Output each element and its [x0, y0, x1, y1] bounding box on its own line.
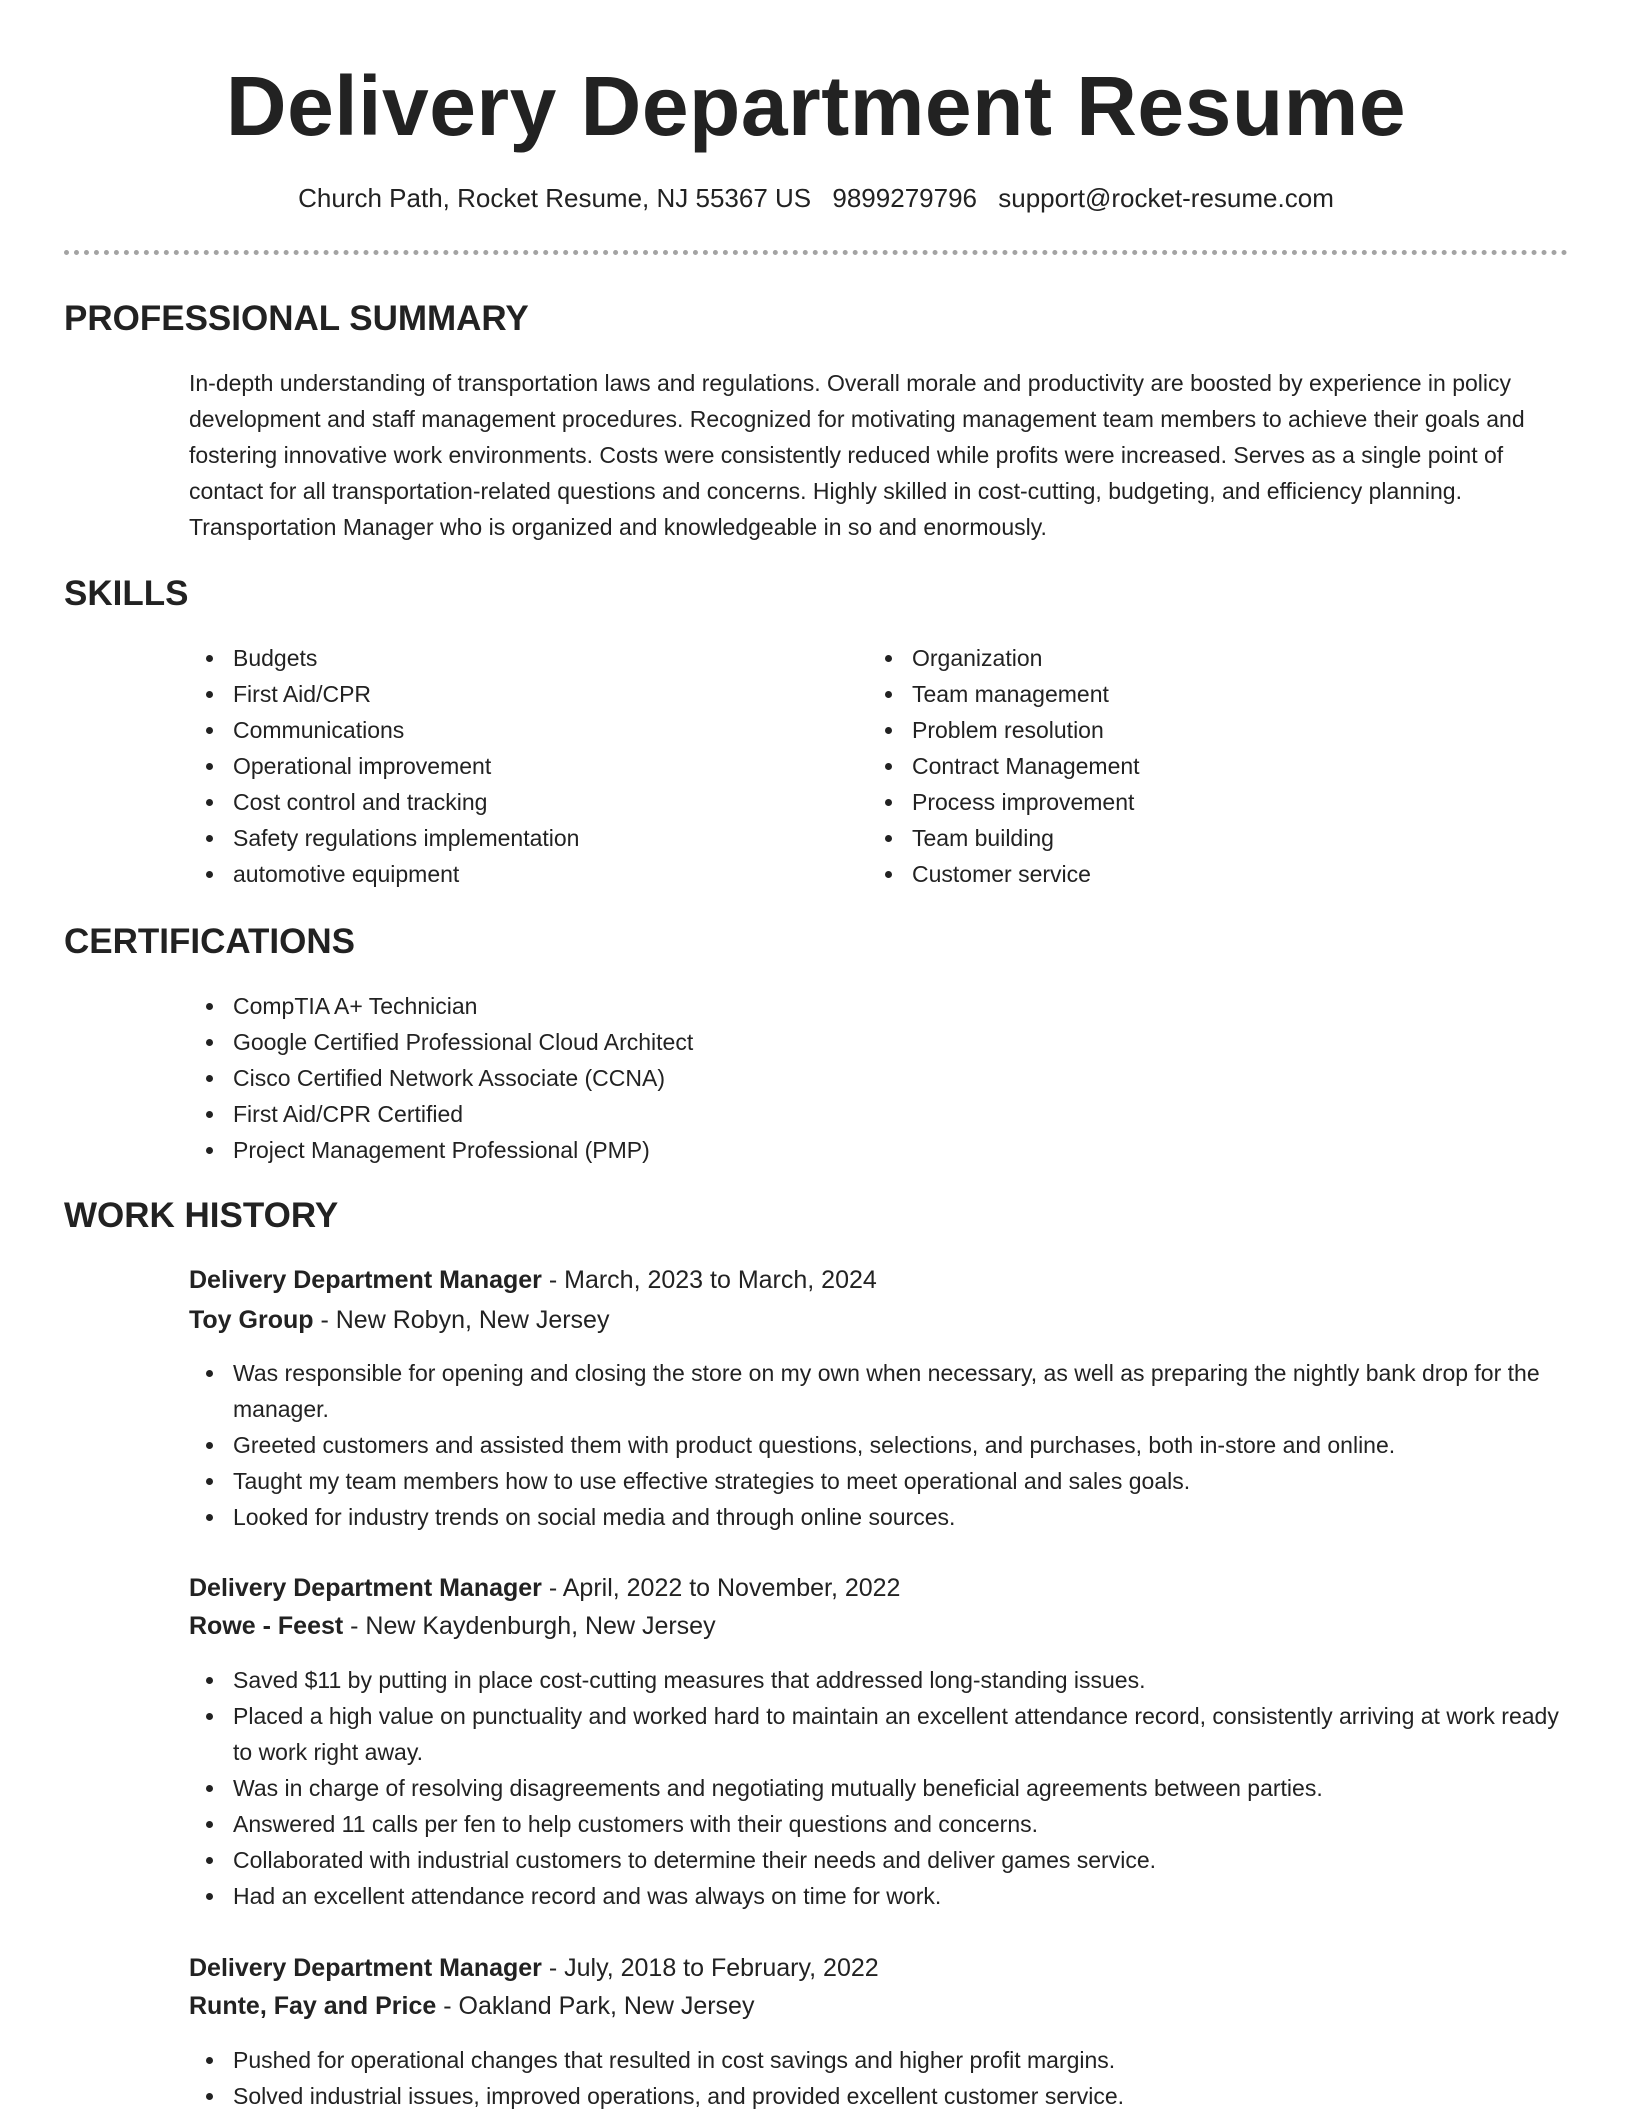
list-item: Organization — [868, 640, 1528, 676]
job-company: Toy Group — [189, 1306, 314, 1334]
job-bullets — [189, 2042, 1564, 2114]
job-location: - New Robyn, New Jersey — [313, 1306, 610, 1334]
job-title-line — [189, 1950, 879, 1986]
contact-address: Church Path, Rocket Resume, NJ 55367 US — [298, 183, 812, 213]
list-item: Greeted customers and assisted them with product questions, selections, and purchases, both in-store and online. — [189, 1427, 1564, 1463]
job-company: Runte, Fay and Price — [189, 1992, 437, 2020]
list-item: First Aid/CPR Certified — [189, 1096, 1564, 1132]
list-item: CompTIA A+ Technician — [189, 988, 1564, 1024]
section-title-skills: SKILLS — [64, 574, 189, 613]
list-item: Collaborated with industrial customers to determine their needs and deliver games service. — [189, 1842, 1564, 1878]
job-title-line — [189, 1570, 900, 1606]
job-title: Delivery Department Manager — [189, 1266, 542, 1294]
list-item: Safety regulations implementation — [189, 820, 849, 856]
list-item: Was responsible for opening and closing the store on my own when necessary, as well as preparing the nightly bank drop for the manager. — [189, 1355, 1564, 1427]
list-item: Cisco Certified Network Associate (CCNA) — [189, 1060, 1564, 1096]
job-company-line — [189, 1608, 716, 1644]
job-title: Delivery Department Manager — [189, 1954, 542, 1982]
list-item: Placed a high value on punctuality and worked hard to maintain an excellent attendance record, consistently arriving at work ready to work right away. — [189, 1698, 1564, 1770]
certifications-list — [189, 988, 1564, 1168]
summary-text: In-depth understanding of transportation laws and regulations. Overall morale and productivity are boosted by experience in policy development and staff management procedures. Recognized for motivating management team members to achieve their goals and fostering innovative work environments. Costs were consistently reduced while profits were increased. Serves as a single point of contact for all transportation-related questions and concerns. Highly skilled in cost-cutting, budgeting, and efficiency planning. Transportation Manager who is organized and knowledgeable in so and enormously. — [189, 370, 1525, 540]
list-item: Project Management Professional (PMP) — [189, 1132, 1564, 1168]
contact-line — [0, 180, 1632, 216]
job-company-line — [189, 1302, 609, 1338]
job-company: Rowe - Feest — [189, 1612, 344, 1640]
job-location: - Oakland Park, New Jersey — [436, 1992, 755, 2020]
resume-title: Delivery Department Resume — [225, 59, 1407, 153]
job-title: Delivery Department Manager — [189, 1574, 542, 1602]
list-item: automotive equipment — [189, 856, 849, 892]
list-item: Communications — [189, 712, 849, 748]
list-item: Team management — [868, 676, 1528, 712]
list-item: Had an excellent attendance record and was always on time for work. — [189, 1878, 1564, 1914]
list-item: Contract Management — [868, 748, 1528, 784]
list-item: Looked for industry trends on social media and through online sources. — [189, 1499, 1564, 1535]
skills-list-right — [868, 640, 1528, 892]
list-item: Was in charge of resolving disagreements and negotiating mutually beneficial agreements between parties. — [189, 1770, 1564, 1806]
list-item: Team building — [868, 820, 1528, 856]
job-dates: - April, 2022 to November, 2022 — [541, 1574, 901, 1602]
list-item: Saved $11 by putting in place cost-cutting measures that addressed long-standing issues. — [189, 1662, 1564, 1698]
list-item: Problem resolution — [868, 712, 1528, 748]
contact-email: support@rocket-resume.com — [998, 183, 1334, 213]
job-bullets — [189, 1662, 1564, 1914]
list-item: Process improvement — [868, 784, 1528, 820]
list-item: Taught my team members how to use effective strategies to meet operational and sales goals. — [189, 1463, 1564, 1499]
list-item: Budgets — [189, 640, 849, 676]
job-title-line — [189, 1262, 877, 1298]
list-item: Customer service — [868, 856, 1528, 892]
skills-list-left — [189, 640, 849, 892]
job-bullets — [189, 1355, 1564, 1535]
header-divider — [64, 250, 1568, 255]
job-company-line — [189, 1988, 754, 2024]
list-item: Cost control and tracking — [189, 784, 849, 820]
list-item: Answered 11 calls per fen to help customers with their questions and concerns. — [189, 1806, 1564, 1842]
contact-phone: 9899279796 — [832, 183, 977, 213]
list-item: Operational improvement — [189, 748, 849, 784]
list-item: First Aid/CPR — [189, 676, 849, 712]
section-title-work-history: WORK HISTORY — [64, 1196, 339, 1235]
list-item: Pushed for operational changes that resulted in cost savings and higher profit margins. — [189, 2042, 1564, 2078]
section-title-summary: PROFESSIONAL SUMMARY — [64, 299, 529, 338]
job-dates: - July, 2018 to February, 2022 — [541, 1954, 879, 1982]
list-item: Google Certified Professional Cloud Architect — [189, 1024, 1564, 1060]
list-item: Solved industrial issues, improved operations, and provided excellent customer service. — [189, 2078, 1564, 2114]
job-location: - New Kaydenburgh, New Jersey — [343, 1612, 716, 1640]
section-title-certifications: CERTIFICATIONS — [64, 922, 356, 961]
job-dates: - March, 2023 to March, 2024 — [541, 1266, 877, 1294]
